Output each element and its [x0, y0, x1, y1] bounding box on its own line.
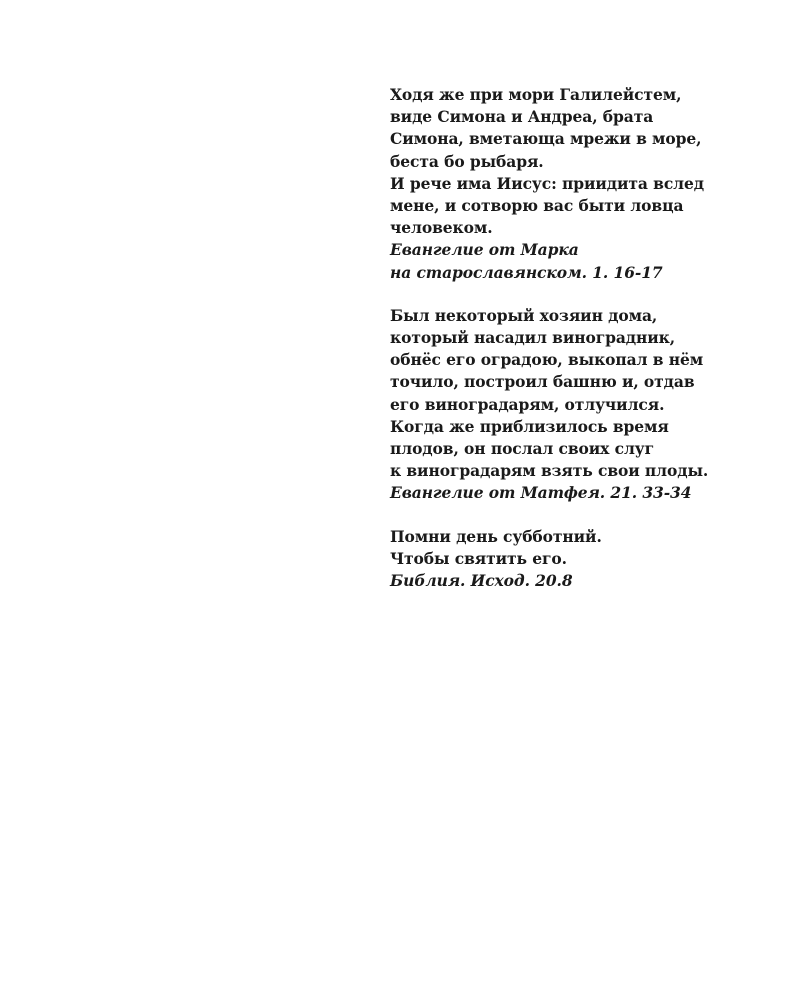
- quote-source: Евангелие от Матфея. 21. 33-34: [390, 483, 692, 503]
- quote-line: Ходя же при мори Галилейстем,: [390, 85, 682, 104]
- quote-line: его виноградарям, отлучился.: [390, 394, 665, 414]
- epigraph-column: [390, 84, 730, 613]
- quote-line: человеком.: [390, 218, 493, 238]
- quote-line: И рече има Иисус: приидита вслед: [390, 173, 704, 193]
- quote-line: который насадил виноградник,: [390, 328, 676, 348]
- quote-line: к виноградарям взять свои плоды.: [390, 461, 709, 481]
- quote-line: обнёс его оградою, выкопал в нём: [390, 350, 704, 370]
- quote-line: Когда же приблизилось время: [390, 416, 669, 436]
- epigraph-matthew: [390, 305, 730, 505]
- quote-source: на старославянском. 1. 16-17: [390, 262, 663, 282]
- quote-line: мене, и сотворю вас быти ловца: [390, 196, 684, 216]
- quote-source: Евангелие от Марка: [390, 240, 579, 260]
- quote-line: виде Симона и Андреа, брата: [390, 107, 654, 127]
- quote-line: Был некоторый хозяин дома,: [390, 305, 658, 325]
- epigraph-exodus: [390, 526, 730, 593]
- quote-line: Симона, вметающа мрежи в море,: [390, 129, 702, 149]
- quote-line: Помни день субботний.: [390, 526, 602, 546]
- quote-source: Библия. Исход. 20.8: [390, 571, 573, 591]
- quote-line: Чтобы святить его.: [390, 548, 567, 568]
- epigraph-mark: [390, 84, 730, 284]
- quote-line: беста бо рыбаря.: [390, 151, 544, 171]
- quote-line: точило, построил башню и, отдав: [390, 372, 695, 392]
- quote-line: плодов, он послал своих слуг: [390, 439, 655, 459]
